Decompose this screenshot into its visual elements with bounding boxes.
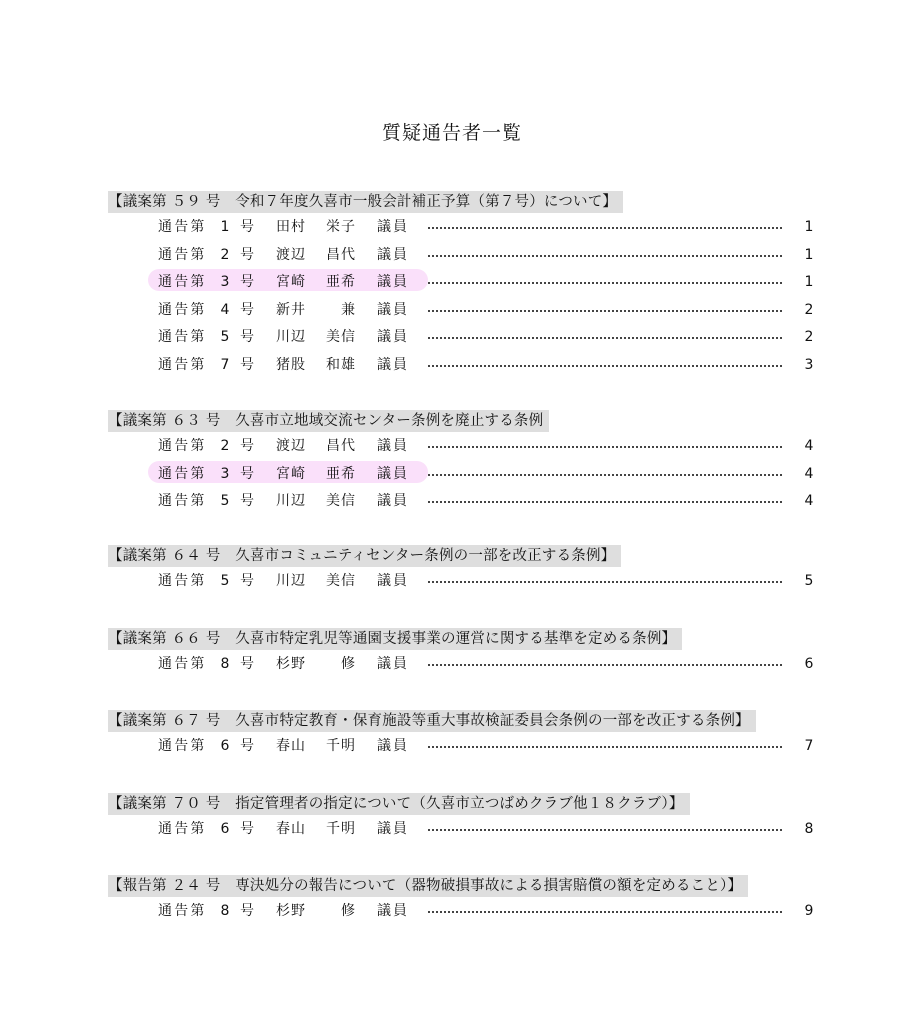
notice-entry	[0, 355, 904, 375]
notice-label: 通告第	[158, 301, 207, 318]
page-number: 4	[804, 438, 814, 454]
member-given-name: 兼	[326, 301, 356, 318]
notice-suffix: 号	[240, 465, 254, 482]
notice-label: 通告第	[158, 438, 207, 454]
member-given-name: 修	[326, 903, 356, 919]
page-number: 7	[804, 738, 814, 754]
notice-suffix: 号	[240, 301, 254, 318]
member-title: 議員	[377, 274, 409, 290]
notice-number: 2	[220, 438, 230, 454]
dot-leader	[428, 337, 782, 339]
member-surname: 川辺	[276, 329, 306, 345]
notice-entry	[0, 491, 904, 511]
notice-suffix: 号	[240, 903, 254, 919]
notice-number: 5	[220, 329, 230, 345]
member-title: 議員	[377, 438, 409, 454]
page-number: 8	[804, 821, 814, 837]
page-number: 2	[804, 301, 814, 318]
member-surname: 春山	[276, 821, 306, 837]
notice-label: 通告第	[158, 738, 207, 754]
notice-entry	[0, 272, 904, 292]
page-number: 6	[804, 656, 814, 672]
notice-number: 1	[220, 219, 230, 235]
notice-suffix: 号	[240, 219, 254, 235]
notice-label: 通告第	[158, 821, 207, 837]
member-given-name: 昌代	[326, 438, 356, 454]
member-given-name: 亜希	[326, 274, 356, 290]
notice-suffix: 号	[240, 493, 254, 509]
member-title: 議員	[377, 493, 409, 509]
section-header: 【議案第 ６７ 号 久喜市特定教育・保育施設等重大事故検証委員会条例の一部を改正する条例】	[108, 710, 756, 732]
notice-suffix: 号	[240, 274, 254, 290]
member-title: 議員	[377, 903, 409, 919]
dot-leader	[428, 446, 782, 448]
member-title: 議員	[377, 356, 409, 373]
notice-entry	[0, 736, 904, 756]
notice-number: 8	[220, 903, 230, 919]
dot-leader	[428, 227, 782, 229]
member-given-name: 栄子	[326, 219, 356, 235]
notice-label: 通告第	[158, 356, 207, 373]
notice-entry	[0, 901, 904, 921]
member-title: 議員	[377, 329, 409, 345]
section-header: 【報告第 ２４ 号 専決処分の報告について（器物破損事故による損害賠償の額を定めること）】	[108, 875, 748, 897]
notice-number: 4	[220, 301, 230, 318]
notice-number: 3	[220, 274, 230, 290]
notice-number: 5	[220, 573, 230, 589]
dot-leader	[428, 365, 782, 367]
member-title: 議員	[377, 301, 409, 318]
notice-entry	[0, 436, 904, 456]
member-title: 議員	[377, 465, 409, 482]
member-surname: 春山	[276, 738, 306, 754]
notice-number: 7	[220, 356, 230, 373]
dot-leader	[428, 581, 782, 583]
notice-entry	[0, 464, 904, 484]
dot-leader	[428, 746, 782, 748]
member-title: 議員	[377, 573, 409, 589]
notice-suffix: 号	[240, 246, 254, 263]
member-given-name: 美信	[326, 329, 356, 345]
member-surname: 渡辺	[276, 246, 306, 263]
member-given-name: 美信	[326, 493, 356, 509]
page-number: 3	[804, 356, 814, 373]
member-given-name: 千明	[326, 738, 356, 754]
member-title: 議員	[377, 738, 409, 754]
dot-leader	[428, 664, 782, 666]
notice-label: 通告第	[158, 903, 207, 919]
notice-number: 8	[220, 656, 230, 672]
dot-leader	[428, 501, 782, 503]
page-number: 5	[804, 573, 814, 589]
notice-number: 2	[220, 246, 230, 263]
notice-number: 6	[220, 738, 230, 754]
member-given-name: 修	[326, 656, 356, 672]
dot-leader	[428, 911, 782, 913]
section-header: 【議案第 ６４ 号 久喜市コミュニティセンター条例の一部を改正する条例】	[108, 545, 621, 567]
notice-entry	[0, 217, 904, 237]
member-title: 議員	[377, 656, 409, 672]
notice-suffix: 号	[240, 356, 254, 373]
section-header: 【議案第 ６３ 号 久喜市立地域交流センター条例を廃止する条例	[108, 410, 549, 432]
notice-number: 6	[220, 821, 230, 837]
member-surname: 杉野	[276, 656, 306, 672]
page-title: 質疑通告者一覧	[381, 122, 522, 144]
notice-number: 5	[220, 493, 230, 509]
member-surname: 新井	[276, 301, 306, 318]
member-surname: 宮崎	[276, 465, 306, 482]
dot-leader	[428, 310, 782, 312]
member-surname: 川辺	[276, 493, 306, 509]
page-number: 1	[804, 246, 814, 263]
dot-leader	[428, 255, 782, 257]
notice-label: 通告第	[158, 219, 207, 235]
notice-number: 3	[220, 465, 230, 482]
notice-entry	[0, 819, 904, 839]
member-title: 議員	[377, 246, 409, 263]
member-given-name: 千明	[326, 821, 356, 837]
page-number: 4	[804, 465, 814, 482]
notice-entry	[0, 654, 904, 674]
section-header: 【議案第 ６６ 号 久喜市特定乳児等通園支援事業の運営に関する基準を定める条例】	[108, 628, 682, 650]
notice-suffix: 号	[240, 573, 254, 589]
notice-suffix: 号	[240, 738, 254, 754]
page-number: 4	[804, 493, 814, 509]
dot-leader	[428, 474, 782, 476]
member-given-name: 亜希	[326, 465, 356, 482]
member-surname: 渡辺	[276, 438, 306, 454]
page-number: 2	[804, 329, 814, 345]
notice-label: 通告第	[158, 274, 207, 290]
notice-label: 通告第	[158, 573, 207, 589]
member-surname: 田村	[276, 219, 306, 235]
notice-entry	[0, 571, 904, 591]
notice-label: 通告第	[158, 329, 207, 345]
notice-suffix: 号	[240, 821, 254, 837]
notice-entry	[0, 245, 904, 265]
page-number: 9	[804, 903, 814, 919]
notice-label: 通告第	[158, 656, 207, 672]
notice-label: 通告第	[158, 246, 207, 263]
dot-leader	[428, 829, 782, 831]
page-number: 1	[804, 219, 814, 235]
notice-suffix: 号	[240, 329, 254, 345]
member-title: 議員	[377, 219, 409, 235]
notice-suffix: 号	[240, 438, 254, 454]
member-surname: 猪股	[276, 356, 306, 373]
member-given-name: 美信	[326, 573, 356, 589]
section-header: 【議案第 ５９ 号 令和７年度久喜市一般会計補正予算（第７号）について】	[108, 191, 623, 213]
notice-entry	[0, 327, 904, 347]
notice-label: 通告第	[158, 465, 207, 482]
member-given-name: 昌代	[326, 246, 356, 263]
notice-entry	[0, 300, 904, 320]
member-given-name: 和雄	[326, 356, 356, 373]
notice-suffix: 号	[240, 656, 254, 672]
section-header: 【議案第 ７０ 号 指定管理者の指定について（久喜市立つばめクラブ他１８クラブ）】	[108, 793, 690, 815]
member-title: 議員	[377, 821, 409, 837]
notice-label: 通告第	[158, 493, 207, 509]
dot-leader	[428, 282, 782, 284]
member-surname: 宮崎	[276, 274, 306, 290]
page-number: 1	[804, 274, 814, 290]
member-surname: 川辺	[276, 573, 306, 589]
member-surname: 杉野	[276, 903, 306, 919]
